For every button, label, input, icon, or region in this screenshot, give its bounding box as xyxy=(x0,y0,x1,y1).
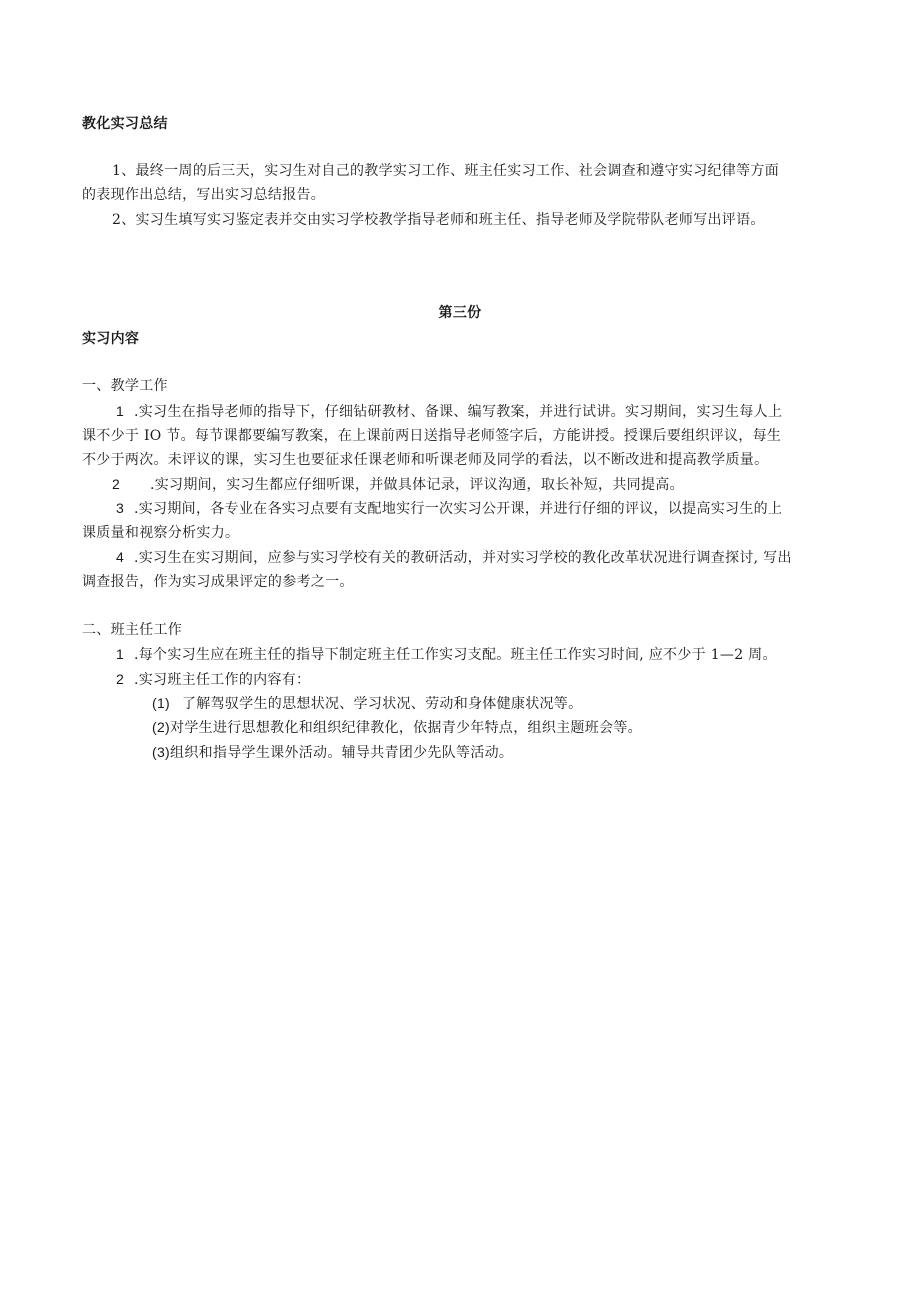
homeroom-sub-item-1 xyxy=(152,693,582,714)
summary-paragraph-2: 2、实习生填写实习鉴定表并交由实习学校教学指导老师和班主任、指导老师及学院带队老师写出评语。 xyxy=(112,212,765,228)
teaching-item-1-line-1 xyxy=(116,401,782,422)
sub-item-text: 对学生进行思想教化和组织纪律教化，依据青少年特点，组织主题班会等。 xyxy=(170,720,642,736)
item-number: 1 xyxy=(116,403,125,419)
summary-paragraph-1-line-2: 的表现作出总结，写出实习总结报告。 xyxy=(82,187,326,203)
teaching-item-3-line-2: 课质量和视察分析实力。 xyxy=(82,525,240,541)
sub-item-text: 了解驾驭学生的思想状况、学习状况、劳动和身体健康状况等。 xyxy=(182,696,583,712)
sub-item-number: (1) xyxy=(152,695,171,711)
homeroom-sub-item-2 xyxy=(152,717,642,738)
section-title-content: 实习内容 xyxy=(82,331,140,347)
item-text: .实习生在指导老师的指导下，仔细钻研教材、备课、编写教案，并进行试讲。实习期间，实习生每人上 xyxy=(134,404,783,420)
item-number: 2 xyxy=(112,476,121,492)
sub-item-number: (3) xyxy=(152,744,171,760)
sub-item-number: (2) xyxy=(152,719,171,735)
homeroom-heading: 二、班主任工作 xyxy=(82,622,183,638)
item-text: .实习班主任工作的内容有： xyxy=(134,672,311,688)
section-title-summary: 教化实习总结 xyxy=(82,116,168,132)
teaching-item-3-line-1 xyxy=(116,498,782,519)
item-text: .实习生在实习期间，应参与实习学校有关的教研活动，并对实习学校的教化改革状况进行调查探讨, 写出 xyxy=(134,550,792,566)
summary-paragraph-1-line-1: 1、最终一周的后三天，实习生对自己的教学实习工作、班主任实习工作、社会调查和遵守实习纪律等方面 xyxy=(112,163,780,179)
sub-item-text: 组织和指导学生课外活动。辅导共青团少先队等活动。 xyxy=(170,745,514,761)
item-text: .实习期间，各专业在各实习点要有支配地实行一次实习公开课，并进行仔细的评议，以提高实习生的上 xyxy=(134,501,783,517)
teaching-item-1-line-3: 不少于两次。未评议的课，实习生也要征求任课老师和听课老师及同学的看法，以不断改进和提高教学质量。 xyxy=(82,452,769,468)
teaching-item-4-line-2: 调查报告，作为实习成果评定的参考之一。 xyxy=(82,574,354,590)
item-number: 3 xyxy=(116,500,125,516)
part-title: 第三份 xyxy=(438,305,482,321)
teaching-item-2-line-1 xyxy=(112,474,684,495)
teaching-item-1-line-2: 课不少于 IO 节。每节课都要编写教案，在上课前两日送指导老师签字后，方能讲授。授课后要组织评议，每生 xyxy=(82,428,782,444)
item-text: .每个实习生应在班主任的指导下制定班主任工作实习支配。班主任工作实习时间, 应不少于 1—2 周。 xyxy=(134,647,777,663)
item-number: 2 xyxy=(116,671,125,687)
homeroom-sub-item-3 xyxy=(152,742,513,763)
homeroom-item-2 xyxy=(116,669,310,690)
item-text: .实习期间，实习生都应仔细听课，并做具体记录，评议沟通，取长补短，共同提高。 xyxy=(150,477,684,493)
item-number: 4 xyxy=(116,549,125,565)
teaching-heading: 一、教学工作 xyxy=(82,378,168,394)
homeroom-item-1 xyxy=(116,644,777,665)
teaching-item-4-line-1 xyxy=(116,547,792,568)
item-number: 1 xyxy=(116,646,125,662)
